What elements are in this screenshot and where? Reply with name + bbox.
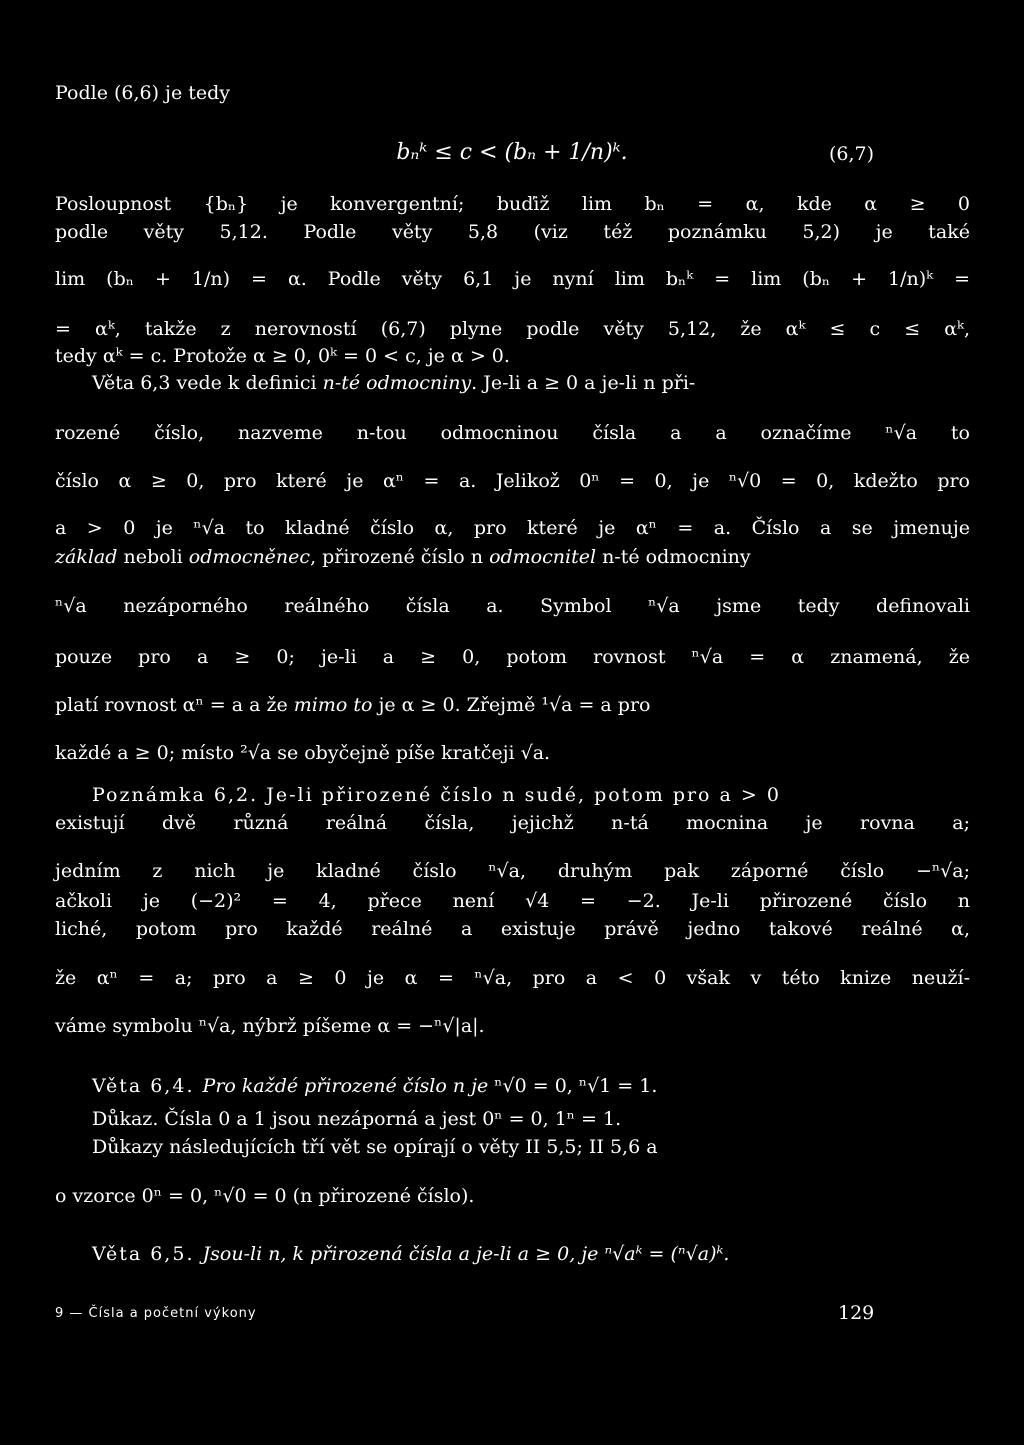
text-line: pouze pro a ≥ 0; je-li a ≥ 0, potom rovnost ⁿ√a = α znamená, že: [55, 646, 970, 668]
text-line: ⁿ√a nezáporného reálného čísla a. Symbol ⁿ√a jsme tedy definovali: [55, 595, 970, 617]
text-line: ačkoli je (−2)² = 4, přece není √4 = −2. Je-li přirozené číslo n: [55, 890, 970, 912]
term-radicand: odmocněnec: [188, 546, 311, 568]
text-line: základ neboli odmocněnec, přirozené číslo n odmocnitel n-té odmocniny: [55, 546, 751, 568]
text-line: váme symbolu ⁿ√a, nýbrž píšeme α = −ⁿ√|a|.: [55, 1015, 485, 1037]
text-line: platí rovnost αⁿ = a a že mimo to je α ≥ 0. Zřejmě ¹√a = a pro: [55, 694, 651, 716]
theorem-label: Věta 6,5.: [92, 1243, 203, 1265]
term-besides: mimo to: [293, 694, 373, 716]
theorem-line: Věta 6,4. Pro každé přirozené číslo n je ⁿ√0 = 0, ⁿ√1 = 1.: [92, 1075, 658, 1097]
text-line: a > 0 je ⁿ√a to kladné číslo α, pro které je αⁿ = a. Číslo a se jmenuje: [55, 517, 970, 539]
text-line: jedním z nich je kladné číslo ⁿ√a, druhým pak záporné číslo −ⁿ√a;: [55, 860, 970, 882]
text-line: tedy αᵏ = c. Protože α ≥ 0, 0ᵏ = 0 < c, je α > 0.: [55, 345, 510, 367]
text-line: = αᵏ, takže z nerovností (6,7) plyne podle věty 5,12, že αᵏ ≤ c ≤ αᵏ,: [55, 318, 970, 340]
text-line: Věta 6,3 vede k definici n-té odmocniny. Je-li a ≥ 0 a je-li n při-: [92, 372, 696, 394]
term-index: odmocnitel: [489, 546, 597, 568]
text-line: Důkazy následujících tří vět se opírají o věty II 5,5; II 5,6 a: [92, 1136, 658, 1158]
text-line: rozené číslo, nazveme n-tou odmocninou čísla a a označíme ⁿ√a to: [55, 422, 970, 444]
text-line: liché, potom pro každé reálné a existuje právě jedno takové reálné α,: [55, 918, 970, 940]
page-number: 129: [838, 1302, 875, 1324]
display-equation: bₙᵏ ≤ c < (bₙ + 1/n)ᵏ.: [396, 140, 628, 165]
theorem-statement: Jsou-li n, k přirozená čísla a je-li a ≥ 0, je ⁿ√aᵏ = (ⁿ√a)ᵏ.: [202, 1243, 730, 1265]
theorem-line: [92, 1243, 970, 1266]
remark-heading-line: Poznámka 6,2. Je-li přirozené číslo n sudé, potom pro a > 0: [92, 784, 781, 806]
text-line: podle věty 5,12. Podle věty 5,8 (viz též poznámku 5,2) je také: [55, 221, 970, 243]
footer-chapter: 9 — Čísla a početní výkony: [55, 1306, 257, 1321]
theorem-label: Věta 6,4.: [92, 1075, 203, 1097]
equation-number: (6,7): [828, 143, 874, 165]
theorem-statement: Pro každé přirozené číslo n je: [202, 1075, 489, 1097]
text-line: Podle (6,6) je tedy: [55, 82, 231, 104]
text-line: číslo α ≥ 0, pro které je αⁿ = a. Jelikož 0ⁿ = 0, je ⁿ√0 = 0, kdežto pro: [55, 470, 970, 492]
text-line: existují dvě různá reálná čísla, jejichž n-tá mocnina je rovna a;: [55, 812, 970, 834]
proof-line: Důkaz. Čísla 0 a 1 jsou nezáporná a jest 0ⁿ = 0, 1ⁿ = 1.: [92, 1108, 622, 1130]
term-nth-root: n-té odmocniny: [322, 372, 472, 394]
text-line: každé a ≥ 0; místo ²√a se obyčejně píše kratčeji √a.: [55, 742, 551, 764]
term-base: základ: [55, 546, 118, 568]
text-line: Posloupnost {bₙ} je konvergentní; buďiž lim bₙ = α, kde α ≥ 0: [55, 193, 970, 215]
text-line: že αⁿ = a; pro a ≥ 0 je α = ⁿ√a, pro a < 0 však v této knize neuží-: [55, 967, 970, 989]
text-line: lim (bₙ + 1/n) = α. Podle věty 6,1 je nyní lim bₙᵏ = lim (bₙ + 1/n)ᵏ =: [55, 268, 970, 290]
text-line: o vzorce 0ⁿ = 0, ⁿ√0 = 0 (n přirozené číslo).: [55, 1185, 475, 1207]
